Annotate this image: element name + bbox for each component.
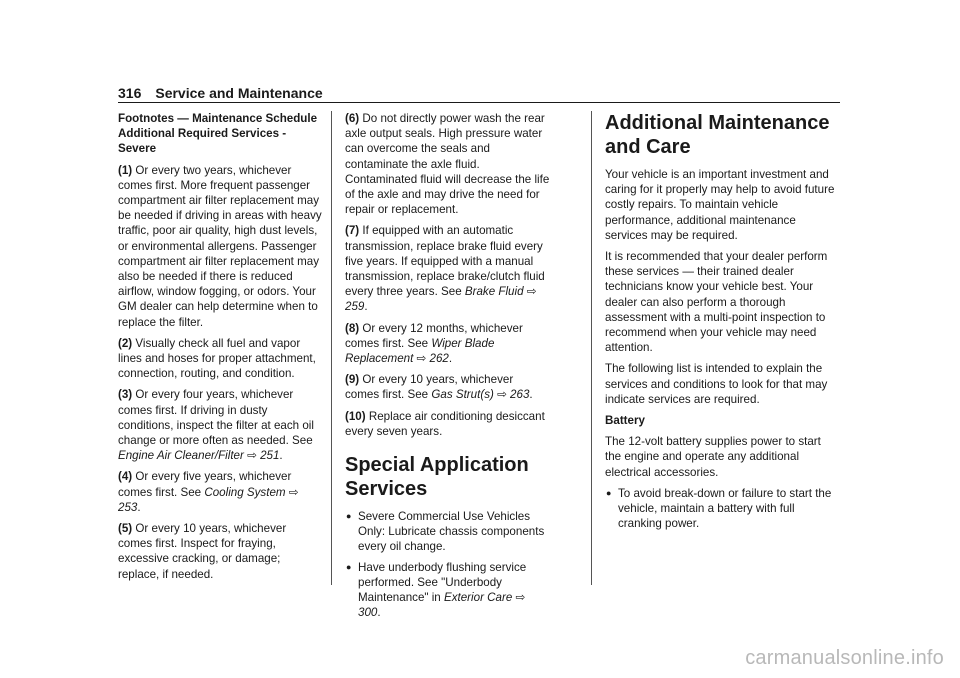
section-heading: Additional Maintenance and Care — [605, 112, 830, 158]
page-number: 316 — [118, 85, 142, 101]
footnote-3: (3) Or every four years, whichever comes first. If driving in dusty conditions, inspect the filter at each oil change or more often as needed. See Engine Air Cleaner/Filter ⇨ 251. — [118, 388, 314, 463]
bullet-list — [605, 486, 837, 532]
column-left — [118, 111, 323, 588]
page-ref-arrow-icon: ⇨ — [526, 285, 537, 299]
bullet-icon: ● — [606, 487, 612, 498]
watermark: carmanualsonline.info — [745, 647, 944, 669]
column-divider — [331, 111, 332, 585]
cross-reference-link[interactable]: Brake Fluid — [464, 285, 524, 299]
page-ref-arrow-icon: ⇨ — [288, 485, 299, 499]
column-divider — [591, 111, 592, 585]
footnote-5: (5) Or every 10 years, whichever comes first. Inspect for fraying, excessive cracking, or damage; replace, if needed. — [118, 522, 287, 581]
page-ref[interactable]: 263 — [510, 388, 530, 402]
footnote-8: (8) Or every 12 months, whichever comes first. See Wiper Blade Replacement ⇨ 262. — [345, 321, 523, 366]
bullet-list — [345, 509, 550, 620]
paragraph: The 12-volt battery supplies power to start the engine and operate any additional electrical accessories. — [605, 435, 821, 479]
page-ref[interactable]: 251 — [260, 449, 280, 463]
list-item: ● Have underbody flushing service performed. See "Underbody Maintenance" in Exterior Care ⇨ 300. — [346, 560, 527, 620]
page-ref-arrow-icon: ⇨ — [497, 388, 507, 402]
cross-reference-link[interactable]: Cooling System — [204, 485, 286, 499]
list-item: ● Severe Commercial Use Vehicles Only: Lubricate chassis components every oil change. — [346, 510, 545, 554]
page-ref[interactable]: 259 — [345, 300, 365, 314]
footnote-10: (10) Replace air conditioning desiccant every seven years. — [345, 409, 545, 438]
cross-reference-link[interactable]: Exterior Care — [443, 591, 513, 605]
column-right — [605, 111, 837, 537]
cross-reference-link[interactable]: Engine Air Cleaner/Filter — [118, 449, 244, 463]
subheading-battery: Battery — [605, 414, 645, 428]
page-ref[interactable]: 253 — [118, 500, 138, 514]
page-ref[interactable]: 262 — [429, 352, 449, 366]
footnote-1: (1) Or every two years, whichever comes first. More frequent passenger compartment air filter replacement may be needed if driving in areas with heavy traffic, poor air quality, high dust levels, or environmental allergens. Passenger compartment air filter replacement may also be needed if there is reduced airflow, window fogging, or odors. Your GM dealer can help determine when to replace the filter. — [118, 163, 322, 329]
page-ref[interactable]: 300 — [358, 606, 378, 620]
bullet-icon: ● — [346, 561, 352, 572]
section-title: Service and Maintenance — [155, 85, 323, 101]
footnotes-heading: Footnotes — Maintenance Schedule Additional Required Services - Severe — [118, 112, 318, 156]
bullet-icon: ● — [346, 511, 352, 522]
footnote-7: (7) If equipped with an automatic transmission, replace brake fluid every five years. If equipped with a manual transmission, replace brake/clutch fluid every three years. See Brake Fluid ⇨ 259. — [345, 224, 545, 314]
footnote-4: (4) Or every five years, whichever comes first. See Cooling System ⇨ 253. — [118, 470, 299, 514]
cross-reference-link[interactable]: Gas Strut(s) — [431, 388, 494, 402]
paragraph: Your vehicle is an important investment and caring for it properly may help to avoid future costly repairs. To maintain vehicle performance, additional maintenance services may be required. — [605, 168, 835, 242]
footnote-2: (2) Visually check all fuel and vapor lines and hoses for proper attachment, connection, routing, and condition. — [118, 336, 316, 381]
paragraph: It is recommended that your dealer perform these services — their trained dealer technicians know your vehicle best. Your dealer can also perform a thorough assessment with a multi-point inspection to recommend when your vehicle may need attention. — [605, 250, 828, 355]
cross-reference-link[interactable]: Wiper Blade Replacement — [345, 336, 495, 366]
paragraph: The following list is intended to explain the services and conditions to look for that may indicate services are required. — [605, 362, 828, 406]
page-ref-arrow-icon: ⇨ — [247, 449, 257, 463]
page-header — [118, 84, 840, 103]
page-ref-arrow-icon: ⇨ — [416, 352, 427, 366]
list-item: ● To avoid break-down or failure to start the vehicle, maintain a battery with full cranking power. — [606, 486, 832, 531]
footnote-9: (9) Or every 10 years, whichever comes first. See Gas Strut(s) ⇨ 263. — [345, 373, 533, 402]
column-middle — [345, 111, 550, 626]
page-ref-arrow-icon: ⇨ — [515, 591, 526, 605]
section-heading: Special Application Services — [345, 454, 529, 501]
footnote-6: (6) Do not directly power wash the rear axle output seals. High pressure water can overcome the seals and contaminate the axle fluid. Contaminated fluid will decrease the life of the axle and may drive the need for repair or replacement. — [345, 112, 550, 217]
